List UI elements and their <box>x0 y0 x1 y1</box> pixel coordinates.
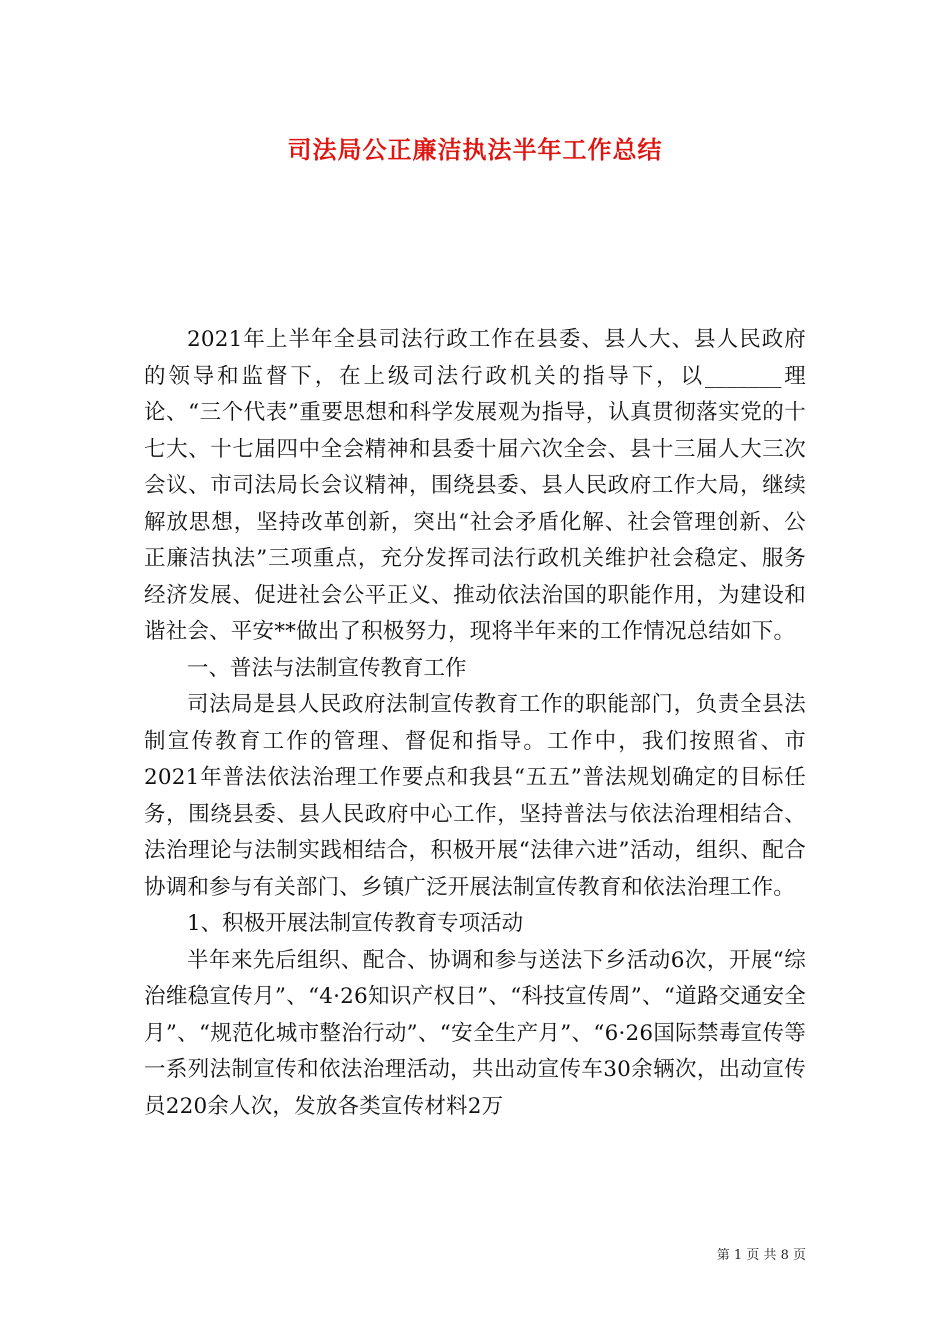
section-heading-1: 一、普法与法制宣传教育工作 <box>187 655 467 681</box>
page-number-footer: 第 1 页 共 8 页 <box>716 1248 806 1263</box>
paragraph-intro: 2021年上半年全县司法行政工作在县委、县人大、县人民政府的领导和监督下，在上级司法行政机关的指导下，以_______理论、“三个代表”重要思想和科学发展观为指导，认真贯彻落实党的十七大、十七届四中全会精神和县委十届六次全会、县十三届人大三次会议、市司法局长会议精神，围绕县委、县人民政府工作大局，继续解放思想，坚持改革创新，突出“社会矛盾化解、社会管理创新、公正廉洁执法”三项重点，充分发挥司法行政机关维护社会稳定、服务经济发展、促进社会公平正义、推动依法治国的职能作用，为建设和谐社会、平安**做出了积极努力，现将半年来的工作情况总结如下。 <box>144 327 806 644</box>
paragraph-subsection-1: 半年来先后组织、配合、协调和参与送法下乡活动6次，开展“综治维稳宣传月”、“4·26知识产权日”、“科技宣传周”、“道路交通安全月”、“规范化城市整治行动”、“安全生产月”、“6·26国际禁毒宣传等一系列法制宣传和依法治理活动，共出动宣传车30余辆次，出动宣传员220余人次，发放各类宣传材料2万 <box>144 947 806 1119</box>
subsection-heading-1: 1、积极开展法制宣传教育专项活动 <box>187 911 524 936</box>
document-body <box>144 322 806 1125</box>
paragraph-section-1: 司法局是县人民政府法制宣传教育工作的职能部门，负责全县法制宣传教育工作的管理、督促和指导。工作中，我们按照省、市2021年普法依法治理工作要点和我县“五五”普法规划确定的目标任务，围绕县委、县人民政府中心工作，坚持普法与依法治理相结合、法治理论与法制实践相结合，积极开展“法律六进”活动，组织、配合协调和参与有关部门、乡镇广泛开展法制宣传教育和依法治理工作。 <box>144 692 806 900</box>
document-title: 司法局公正廉洁执法半年工作总结 <box>287 136 663 164</box>
